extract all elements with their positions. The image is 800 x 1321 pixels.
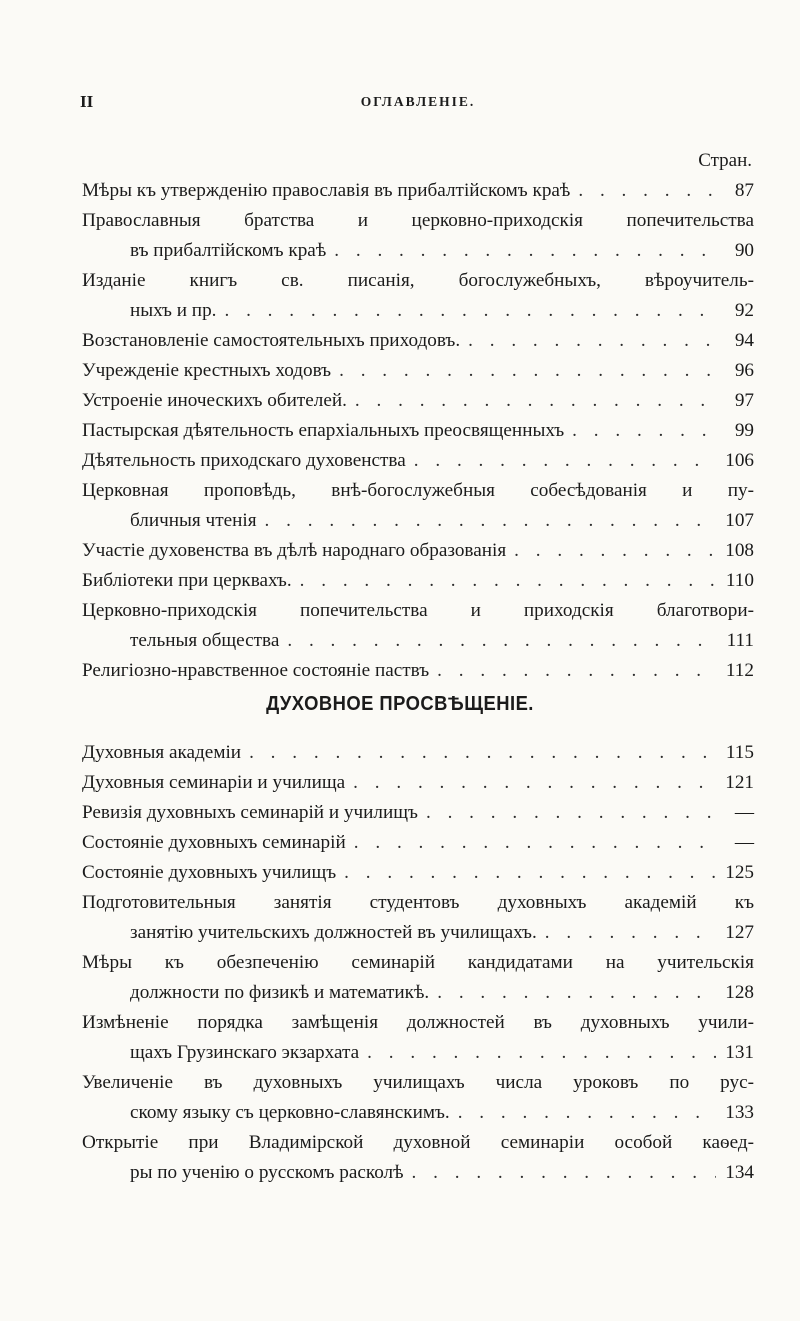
toc-entry [82,858,754,888]
dot-leader [344,858,716,888]
toc-entry [82,888,754,948]
toc-page-number: 92 [734,300,754,321]
toc-entry-text: Увеличеніе въ духовныхъ училищахъ числа уроковъ по рус- [82,1072,754,1093]
toc-page-number: 121 [725,772,754,793]
toc-entry [82,206,754,266]
toc-entry-line [82,888,754,918]
toc-entry [82,446,754,476]
toc-entry-text: должности по физикѣ и математикѣ. [130,982,430,1003]
toc-entry-line [82,416,754,446]
toc-page-number: 127 [725,922,754,943]
toc-entry-line [82,206,754,236]
dot-leader [300,566,716,596]
toc-entry-text: Религіозно-нравственное состояніе паствъ [82,660,430,681]
dot-leader [458,1098,716,1128]
toc-entry [82,738,754,768]
toc-entry-text: Возстановленіе самостоятельныхъ приходовъ. [82,330,461,351]
contents-list-1 [82,176,754,686]
toc-entry-line [82,738,754,768]
toc-entry-text: занятію учительскихъ должностей въ училищахъ. [130,922,537,943]
toc-page-number: 111 [726,630,754,651]
dot-leader [578,176,716,206]
toc-entry-text: Подготовительныя занятія студентовъ духовныхъ академій къ [82,892,754,913]
toc-page-number: 107 [725,510,754,531]
toc-page-number: 134 [725,1162,754,1183]
toc-entry-line [82,858,754,888]
toc-entry-text: бличныя чтенія [130,510,257,531]
toc-entry-line [82,236,754,266]
toc-entry-line [82,1128,754,1158]
toc-entry-text: Церковно-приходскія попечительства и приходскія благотвори- [82,600,754,621]
dot-leader [287,626,716,656]
toc-entry-text: скому языку съ церковно-славянскимъ. [130,1102,450,1123]
dot-leader [514,536,716,566]
toc-entry-line [82,1098,754,1128]
toc-entry-text: ныхъ и пр. [130,300,217,321]
contents-list-2 [82,738,754,1188]
dot-leader [354,828,716,858]
dot-leader [437,978,716,1008]
toc-entry-line [82,1008,754,1038]
dot-leader [355,386,716,416]
toc-entry-text: Ревизія духовныхъ семинарій и училищъ [82,802,418,823]
toc-entry-text: Состояніе духовныхъ семинарій [82,832,346,853]
toc-entry [82,596,754,656]
toc-entry-text: Библіотеки при церквахъ. [82,570,292,591]
toc-entry [82,948,754,1008]
toc-entry [82,266,754,326]
toc-entry-text: тельныя общества [130,630,280,651]
toc-entry-text: Церковная проповѣдь, внѣ-богослужебныя собесѣдованія и пу- [82,480,754,501]
toc-entry [82,476,754,536]
dot-leader [426,798,716,828]
running-head [80,92,756,114]
toc-entry-text: Устроеніе иноческихъ обителей. [82,390,347,411]
dot-leader [367,1038,716,1068]
toc-entry [82,1068,754,1128]
toc-page-number: 94 [734,330,754,351]
toc-entry-line [82,1068,754,1098]
toc-entry-line [82,1038,754,1068]
toc-page-number: 106 [725,450,754,471]
toc-entry-line [82,446,754,476]
toc-entry [82,828,754,858]
toc-entry-line [82,386,754,416]
toc-entry [82,416,754,446]
toc-entry-line [82,918,754,948]
toc-page-number: 110 [725,570,754,591]
toc-page-number: 128 [725,982,754,1003]
dot-leader [224,296,716,326]
toc-entry-line [82,768,754,798]
toc-entry-line [82,176,754,206]
toc-page-number: 131 [725,1042,754,1063]
toc-entry-line [82,798,754,828]
page-title: ОГЛАВЛЕНІЕ. [360,94,476,109]
dot-leader [572,416,716,446]
toc-entry-text: Духовныя семинаріи и училища [82,772,346,793]
toc-entry [82,176,754,206]
toc-page-number: 115 [725,742,754,763]
toc-entry [82,768,754,798]
dot-leader [545,918,716,948]
toc-entry [82,536,754,566]
dot-leader [249,738,716,768]
toc-page-number: — [734,832,754,853]
toc-entry [82,356,754,386]
toc-page-number: 87 [734,180,754,201]
toc-entry-line [82,476,754,506]
toc-page-number: 96 [734,360,754,381]
toc-page-number: 112 [725,660,754,681]
toc-entry-text: Учрежденіе крестныхъ ходовъ [82,360,332,381]
dot-leader [437,656,716,686]
toc-entry-line [82,326,754,356]
toc-entry [82,326,754,356]
toc-entry-text: Открытіе при Владимірской духовной семинаріи особой каѳед- [82,1132,754,1153]
page-folio: II [80,92,94,111]
toc-entry-text: ры по ученію о русскомъ расколѣ [130,1162,404,1183]
toc-entry-line [82,296,754,326]
toc-entry-line [82,626,754,656]
toc-entry-text: Мѣры къ утвержденію православія въ прибалтійскомъ краѣ [82,180,571,201]
dot-leader [412,1158,716,1188]
toc-entry-line [82,506,754,536]
page-column-label: Стран. [698,150,752,171]
toc-page-number: — [734,802,754,823]
toc-entry-line [82,356,754,386]
toc-entry-line [82,566,754,596]
dot-leader [265,506,716,536]
toc-page-number: 90 [734,240,754,261]
toc-page-number: 97 [734,390,754,411]
toc-entry-line [82,948,754,978]
toc-entry-text: Изданіе книгъ св. писанія, богослужебныхъ, вѣроучитель- [82,270,754,291]
toc-entry-line [82,978,754,1008]
toc-entry-line [82,656,754,686]
toc-entry-line [82,1158,754,1188]
dot-leader [414,446,716,476]
toc-entry-text: Участіе духовенства въ дѣлѣ народнаго образованія [82,540,507,561]
toc-page-number: 133 [725,1102,754,1123]
toc-entry-text: Измѣненіе порядка замѣщенія должностей въ духовныхъ учили- [82,1012,754,1033]
toc-page-number: 108 [725,540,754,561]
toc-entry-text: щахъ Грузинскаго экзархата [130,1042,360,1063]
toc-entry [82,566,754,596]
toc-entry [82,386,754,416]
toc-entry-text: Дѣятельность приходскаго духовенства [82,450,406,471]
toc-entry [82,656,754,686]
toc-entry-line [82,596,754,626]
dot-leader [353,768,716,798]
dot-leader [334,236,716,266]
toc-entry-line [82,266,754,296]
toc-page-number: 99 [734,420,754,441]
toc-entry-line [82,536,754,566]
toc-entry-text: Духовныя академіи [82,742,242,763]
toc-entry [82,1008,754,1068]
dot-leader [339,356,716,386]
toc-page-number: 125 [725,862,754,883]
toc-entry-text: въ прибалтійскомъ краѣ [130,240,327,261]
toc-entry-text: Мѣры къ обезпеченію семинарій кандидатами на учительскія [82,952,754,973]
toc-entry-line [82,828,754,858]
section-heading: ДУХОВНОЕ ПРОСВѢЩЕНІЕ. [266,693,534,715]
dot-leader [468,326,716,356]
toc-entry-text: Состояніе духовныхъ училищъ [82,862,337,883]
toc-entry [82,1128,754,1188]
toc-entry-text: Православныя братства и церковно-приходскія попечительства [82,210,754,231]
toc-entry-text: Пастырская дѣятельность епархіальныхъ преосвященныхъ [82,420,565,441]
toc-entry [82,798,754,828]
